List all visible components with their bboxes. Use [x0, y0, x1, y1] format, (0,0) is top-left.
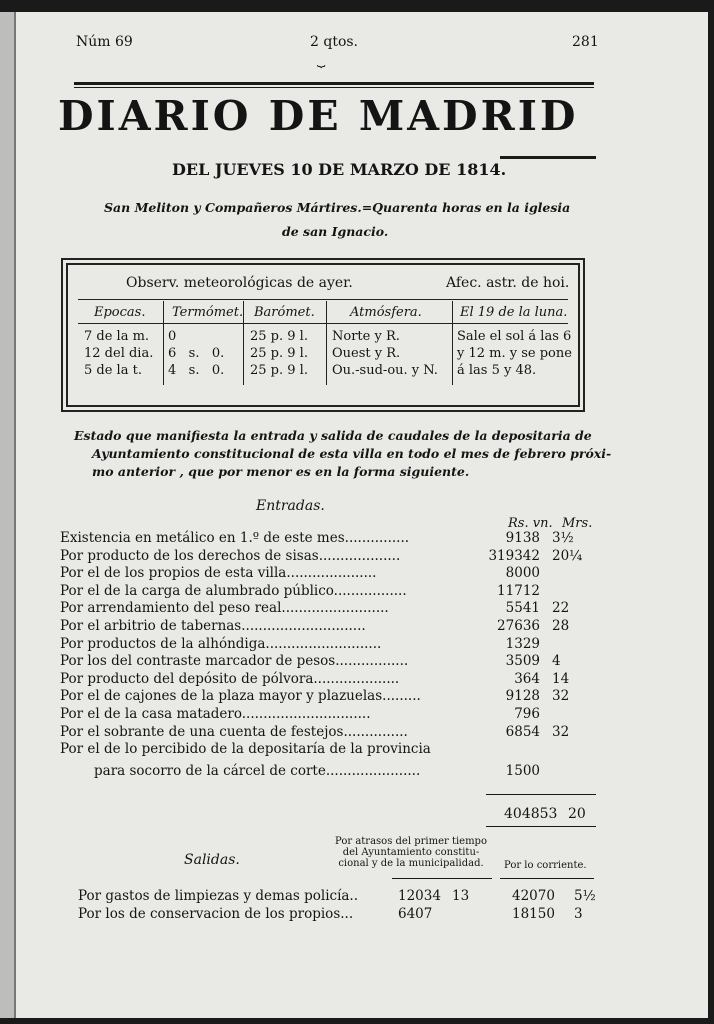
- entrada-rs: 796: [514, 706, 540, 722]
- entrada-rs: 1500: [505, 762, 540, 779]
- salidas-rule-a: [392, 878, 492, 879]
- salidas-rule-c: [500, 878, 594, 879]
- col-atrasos: Por atrasos del primer tiempo del Ayuntamiento constitu- cional y de la municipalidad.: [335, 836, 487, 869]
- col-luna: El 19 de la luna.: [460, 305, 568, 320]
- entrada-label: Por el de lo percibido de la depositaría de la provincia: [60, 741, 431, 758]
- salida-corriente-rs: 18150: [512, 906, 555, 922]
- entrada-label: para socorro de la cárcel de corte......................: [94, 762, 421, 779]
- col-atmos: Atmósfera.: [350, 305, 422, 320]
- meteo-title-right: Afec. astr. de hoi.: [446, 275, 570, 291]
- entrada-rs: 9138: [505, 530, 540, 546]
- table-row: [60, 565, 596, 582]
- entrada-rs: 8000: [505, 565, 540, 582]
- total-rs: 404853: [504, 806, 558, 822]
- entrada-rs: 9128: [505, 688, 540, 705]
- entrada-mrs: 20¼: [552, 547, 583, 564]
- entrada-rs: 5541: [505, 600, 540, 617]
- table-row: [60, 548, 596, 565]
- total-rule-bottom: [486, 826, 596, 827]
- entrada-mrs: 3½: [552, 530, 574, 546]
- table-row: [60, 724, 596, 741]
- barom-1: 25 p. 9 l.: [250, 329, 308, 344]
- entrada-label: Por producto del depósito de pólvora....................: [60, 670, 400, 687]
- col-barom: Barómet.: [254, 305, 315, 320]
- entrada-rs: 11712: [497, 582, 540, 599]
- brace-ornament: ⏟: [317, 52, 326, 68]
- entrada-rs: 319342: [488, 547, 540, 564]
- table-row: [60, 636, 596, 653]
- entrada-rs: 3509: [505, 653, 540, 670]
- entrada-rs: 364: [514, 670, 540, 687]
- estado-line-1: Estado que manifiesta la entrada y salida de caudales de la depositaria de: [74, 428, 592, 443]
- entrada-mrs: 14: [552, 670, 570, 687]
- masthead-title: DIARIO DE MADRID: [58, 92, 579, 140]
- salida-atrasos-rs: 12034: [398, 888, 441, 904]
- col-mrs: Mrs.: [562, 516, 593, 531]
- table-row: [60, 763, 596, 780]
- atmos-2: Ouest y R.: [332, 346, 401, 361]
- salidas-heading: Salidas.: [184, 852, 240, 868]
- entrada-mrs: 28: [552, 618, 570, 634]
- entrada-label: Por el de la casa matadero..............................: [60, 706, 371, 722]
- table-row: [60, 741, 596, 758]
- entrada-label: Por el de cajones de la plaza mayor y plazuelas.........: [60, 688, 421, 705]
- entrada-rs: 1329: [505, 635, 540, 652]
- salida-corriente-mrs: 5½: [574, 888, 596, 904]
- luna-1: Sale el sol á las 6: [457, 329, 572, 344]
- luna-3: á las 5 y 48.: [457, 363, 537, 378]
- entrada-rs: 27636: [497, 618, 540, 634]
- table-row: [60, 618, 596, 635]
- entrada-label: Por el sobrante de una cuenta de festejos...............: [60, 723, 408, 740]
- total-rule: [486, 794, 596, 795]
- entrada-label: Por arrendamiento del peso real.........................: [60, 600, 389, 617]
- title-rule: [500, 156, 596, 159]
- meteo-table: [66, 263, 580, 407]
- epoca-1: 7 de la m.: [84, 329, 150, 344]
- col-epocas: Epocas.: [94, 305, 146, 320]
- entrada-mrs: 32: [552, 688, 570, 705]
- salida-label: Por los de conservacion de los propios...: [78, 906, 354, 922]
- entrada-label: Por el arbitrio de tabernas.............................: [60, 618, 366, 634]
- entrada-rs: 6854: [505, 723, 540, 740]
- luna-2: y 12 m. y se pone: [457, 346, 572, 361]
- table-row: [60, 706, 596, 723]
- entrada-label: Por los del contraste marcador de pesos.................: [60, 653, 409, 670]
- termo-2: 6 s. 0.: [168, 346, 225, 361]
- table-row: [60, 671, 596, 688]
- entrada-label: Por el de la carga de alumbrado público.................: [60, 582, 407, 599]
- saints-line-2: de san Ignacio.: [282, 224, 389, 239]
- table-row: [60, 530, 596, 547]
- estado-line-3: mo anterior , que por menor es en la forma siguiente.: [92, 464, 470, 479]
- price: 2 qtos.: [310, 34, 359, 50]
- salida-label: Por gastos de limpiezas y demas policía..: [78, 888, 359, 904]
- col-termo: Termómet.: [172, 305, 244, 320]
- entrada-label: Por el de los propios de esta villa.....................: [60, 565, 377, 582]
- salida-corriente-mrs: 3: [574, 906, 583, 922]
- atmos-1: Norte y R.: [332, 329, 400, 344]
- col-corriente: Por lo corriente.: [504, 860, 587, 871]
- issue-date: DEL JUEVES 10 DE MARZO DE 1814.: [172, 160, 507, 179]
- meteo-title-left: Observ. meteorológicas de ayer.: [126, 275, 353, 291]
- barom-3: 25 p. 9 l.: [250, 363, 308, 378]
- barom-2: 25 p. 9 l.: [250, 346, 308, 361]
- table-row: [60, 583, 596, 600]
- col-rs-vn: Rs. vn.: [508, 516, 553, 531]
- table-row: [60, 600, 596, 617]
- entrada-label: Por producto de los derechos de sisas...................: [60, 547, 401, 564]
- entrada-mrs: 22: [552, 600, 570, 617]
- estado-line-2: Ayuntamiento constitucional de esta villa en todo el mes de febrero próxi-: [92, 446, 612, 461]
- entrada-label: Existencia en metálico en 1.º de este mes...............: [60, 530, 410, 546]
- salida-atrasos-rs: 6407: [398, 906, 433, 922]
- entradas-heading: Entradas.: [256, 498, 325, 514]
- book-spine: [0, 12, 14, 1018]
- table-row: [60, 688, 596, 705]
- total-mrs: 20: [568, 806, 586, 822]
- epoca-3: 5 de la t.: [84, 363, 142, 378]
- saints-line-1: San Meliton y Compañeros Mártires.=Quarenta horas en la iglesia: [104, 200, 571, 215]
- top-rule-thin: [74, 87, 594, 88]
- page-number: 281: [572, 34, 599, 50]
- salida-atrasos-mrs: 13: [452, 888, 470, 904]
- top-rule: [74, 82, 594, 85]
- entrada-label: Por productos de la alhóndiga...........................: [60, 635, 382, 652]
- epoca-2: 12 del dia.: [84, 346, 154, 361]
- entrada-mrs: 32: [552, 723, 570, 740]
- salida-corriente-rs: 42070: [512, 888, 555, 904]
- entrada-mrs: 4: [552, 653, 561, 670]
- atmos-3: Ou.-sud-ou. y N.: [332, 363, 438, 378]
- termo-3: 4 s. 0.: [168, 363, 225, 378]
- issue-number: Núm 69: [76, 34, 133, 50]
- termo-1: 0: [168, 329, 177, 344]
- table-row: [60, 653, 596, 670]
